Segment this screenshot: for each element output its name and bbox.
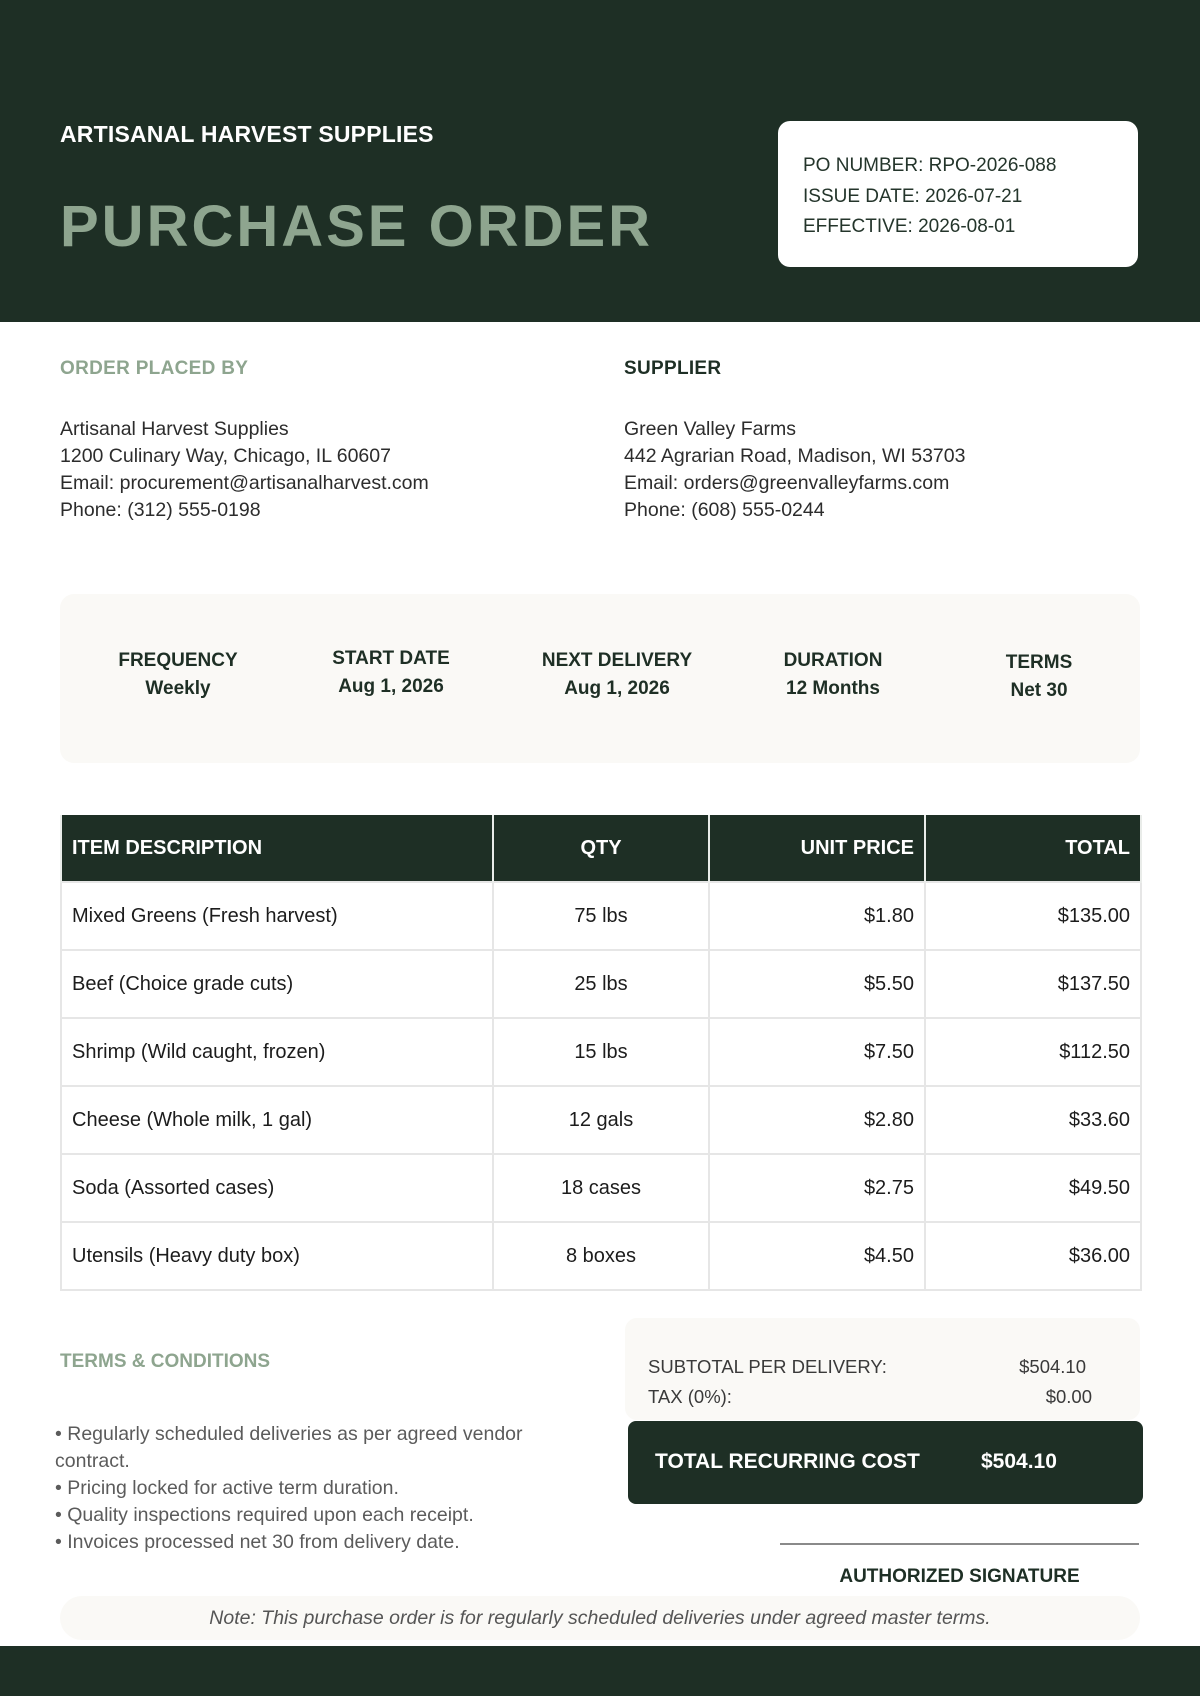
terms-item: • Invoices processed net 30 from delivery date. [55,1531,460,1553]
schedule-value: Aug 1, 2026 [564,678,670,699]
supplier-email: Email: orders@greenvalleyfarms.com [624,472,950,494]
item-total: $36.00 [925,1222,1141,1290]
item-description: Utensils (Heavy duty box) [61,1222,493,1290]
po-meta-card [778,121,1138,267]
item-qty: 18 cases [493,1154,709,1222]
supplier-address: 442 Agrarian Road, Madison, WI 53703 [624,445,966,467]
column-header-unit-price: UNIT PRICE [709,815,925,882]
footer-note: Note: This purchase order is for regularly scheduled deliveries under agreed master terms. [60,1596,1140,1640]
footer-band [0,1646,1200,1696]
schedule-label: FREQUENCY [118,650,238,671]
terms-conditions-list [55,1421,595,1556]
item-qty: 75 lbs [493,882,709,950]
item-description: Cheese (Whole milk, 1 gal) [61,1086,493,1154]
header-banner [0,0,1200,322]
item-unit-price: $7.50 [709,1018,925,1086]
document-title: PURCHASE ORDER [60,194,654,259]
item-qty: 25 lbs [493,950,709,1018]
table-row [61,1018,1141,1086]
buyer-address: 1200 Culinary Way, Chicago, IL 60607 [60,445,391,467]
buyer-phone: Phone: (312) 555-0198 [60,499,261,521]
schedule-duration [733,650,933,700]
terms-item: • Quality inspections required upon each receipt. [55,1504,474,1526]
buyer-name: Artisanal Harvest Supplies [60,418,289,440]
schedule-frequency [78,650,278,700]
item-description: Beef (Choice grade cuts) [61,950,493,1018]
subtotal-value: $504.10 [1019,1356,1086,1377]
schedule-next-delivery [517,650,717,700]
effective-date: EFFECTIVE: 2026-08-01 [803,216,1016,237]
item-description: Shrimp (Wild caught, frozen) [61,1018,493,1086]
item-unit-price: $2.75 [709,1154,925,1222]
schedule-label: START DATE [332,648,450,669]
item-unit-price: $5.50 [709,950,925,1018]
item-unit-price: $1.80 [709,882,925,950]
subtotal-row [648,1356,1092,1378]
terms-item: • Regularly scheduled deliveries as per agreed vendor contract. [55,1423,523,1472]
item-total: $49.50 [925,1154,1141,1222]
company-name: ARTISANAL HARVEST SUPPLIES [60,121,434,147]
item-total: $135.00 [925,882,1141,950]
table-row [61,1154,1141,1222]
schedule-terms [939,652,1139,702]
line-items-table [60,815,1142,1291]
item-unit-price: $4.50 [709,1222,925,1290]
schedule-label: TERMS [1005,652,1073,673]
item-qty: 12 gals [493,1086,709,1154]
supplier-label: SUPPLIER [624,358,722,379]
table-header-row [61,815,1141,882]
terms-conditions-label: TERMS & CONDITIONS [60,1351,271,1372]
item-total: $33.60 [925,1086,1141,1154]
item-unit-price: $2.80 [709,1086,925,1154]
total-label: TOTAL RECURRING COST [655,1450,920,1473]
schedule-start-date [291,648,491,698]
item-qty: 8 boxes [493,1222,709,1290]
schedule-value: 12 Months [786,678,880,699]
terms-item: • Pricing locked for active term duration. [55,1477,399,1499]
item-description: Soda (Assorted cases) [61,1154,493,1222]
order-placed-by-label: ORDER PLACED BY [60,358,249,379]
item-total: $112.50 [925,1018,1141,1086]
buyer-email: Email: procurement@artisanalharvest.com [60,472,429,494]
column-header-item-description: ITEM DESCRIPTION [61,815,493,882]
supplier-section [624,358,1144,524]
signature-line [780,1543,1139,1545]
table-row [61,950,1141,1018]
total-recurring-cost-bar [628,1421,1143,1504]
schedule-value: Aug 1, 2026 [338,676,444,697]
schedule-value: Weekly [145,678,211,699]
supplier-name: Green Valley Farms [624,418,796,440]
po-number: PO NUMBER: RPO-2026-088 [803,155,1057,176]
subtotal-label: SUBTOTAL PER DELIVERY: [648,1356,887,1377]
tax-value: $0.00 [1045,1386,1092,1407]
table-row [61,1086,1141,1154]
schedule-label: DURATION [783,650,883,671]
order-placed-by-section [60,358,580,524]
tax-label: TAX (0%): [648,1386,732,1407]
column-header-qty: QTY [493,815,709,882]
table-row [61,1222,1141,1290]
total-value: $504.10 [981,1450,1057,1473]
item-qty: 15 lbs [493,1018,709,1086]
supplier-phone: Phone: (608) 555-0244 [624,499,825,521]
delivery-schedule-panel [60,594,1140,763]
tax-row [648,1386,1092,1408]
schedule-label: NEXT DELIVERY [541,650,693,671]
column-header-total: TOTAL [925,815,1141,882]
item-description: Mixed Greens (Fresh harvest) [61,882,493,950]
schedule-value: Net 30 [1010,680,1068,701]
issue-date: ISSUE DATE: 2026-07-21 [803,185,1023,207]
item-total: $137.50 [925,950,1141,1018]
table-row [61,882,1141,950]
authorized-signature-label: AUTHORIZED SIGNATURE [839,1566,1080,1587]
